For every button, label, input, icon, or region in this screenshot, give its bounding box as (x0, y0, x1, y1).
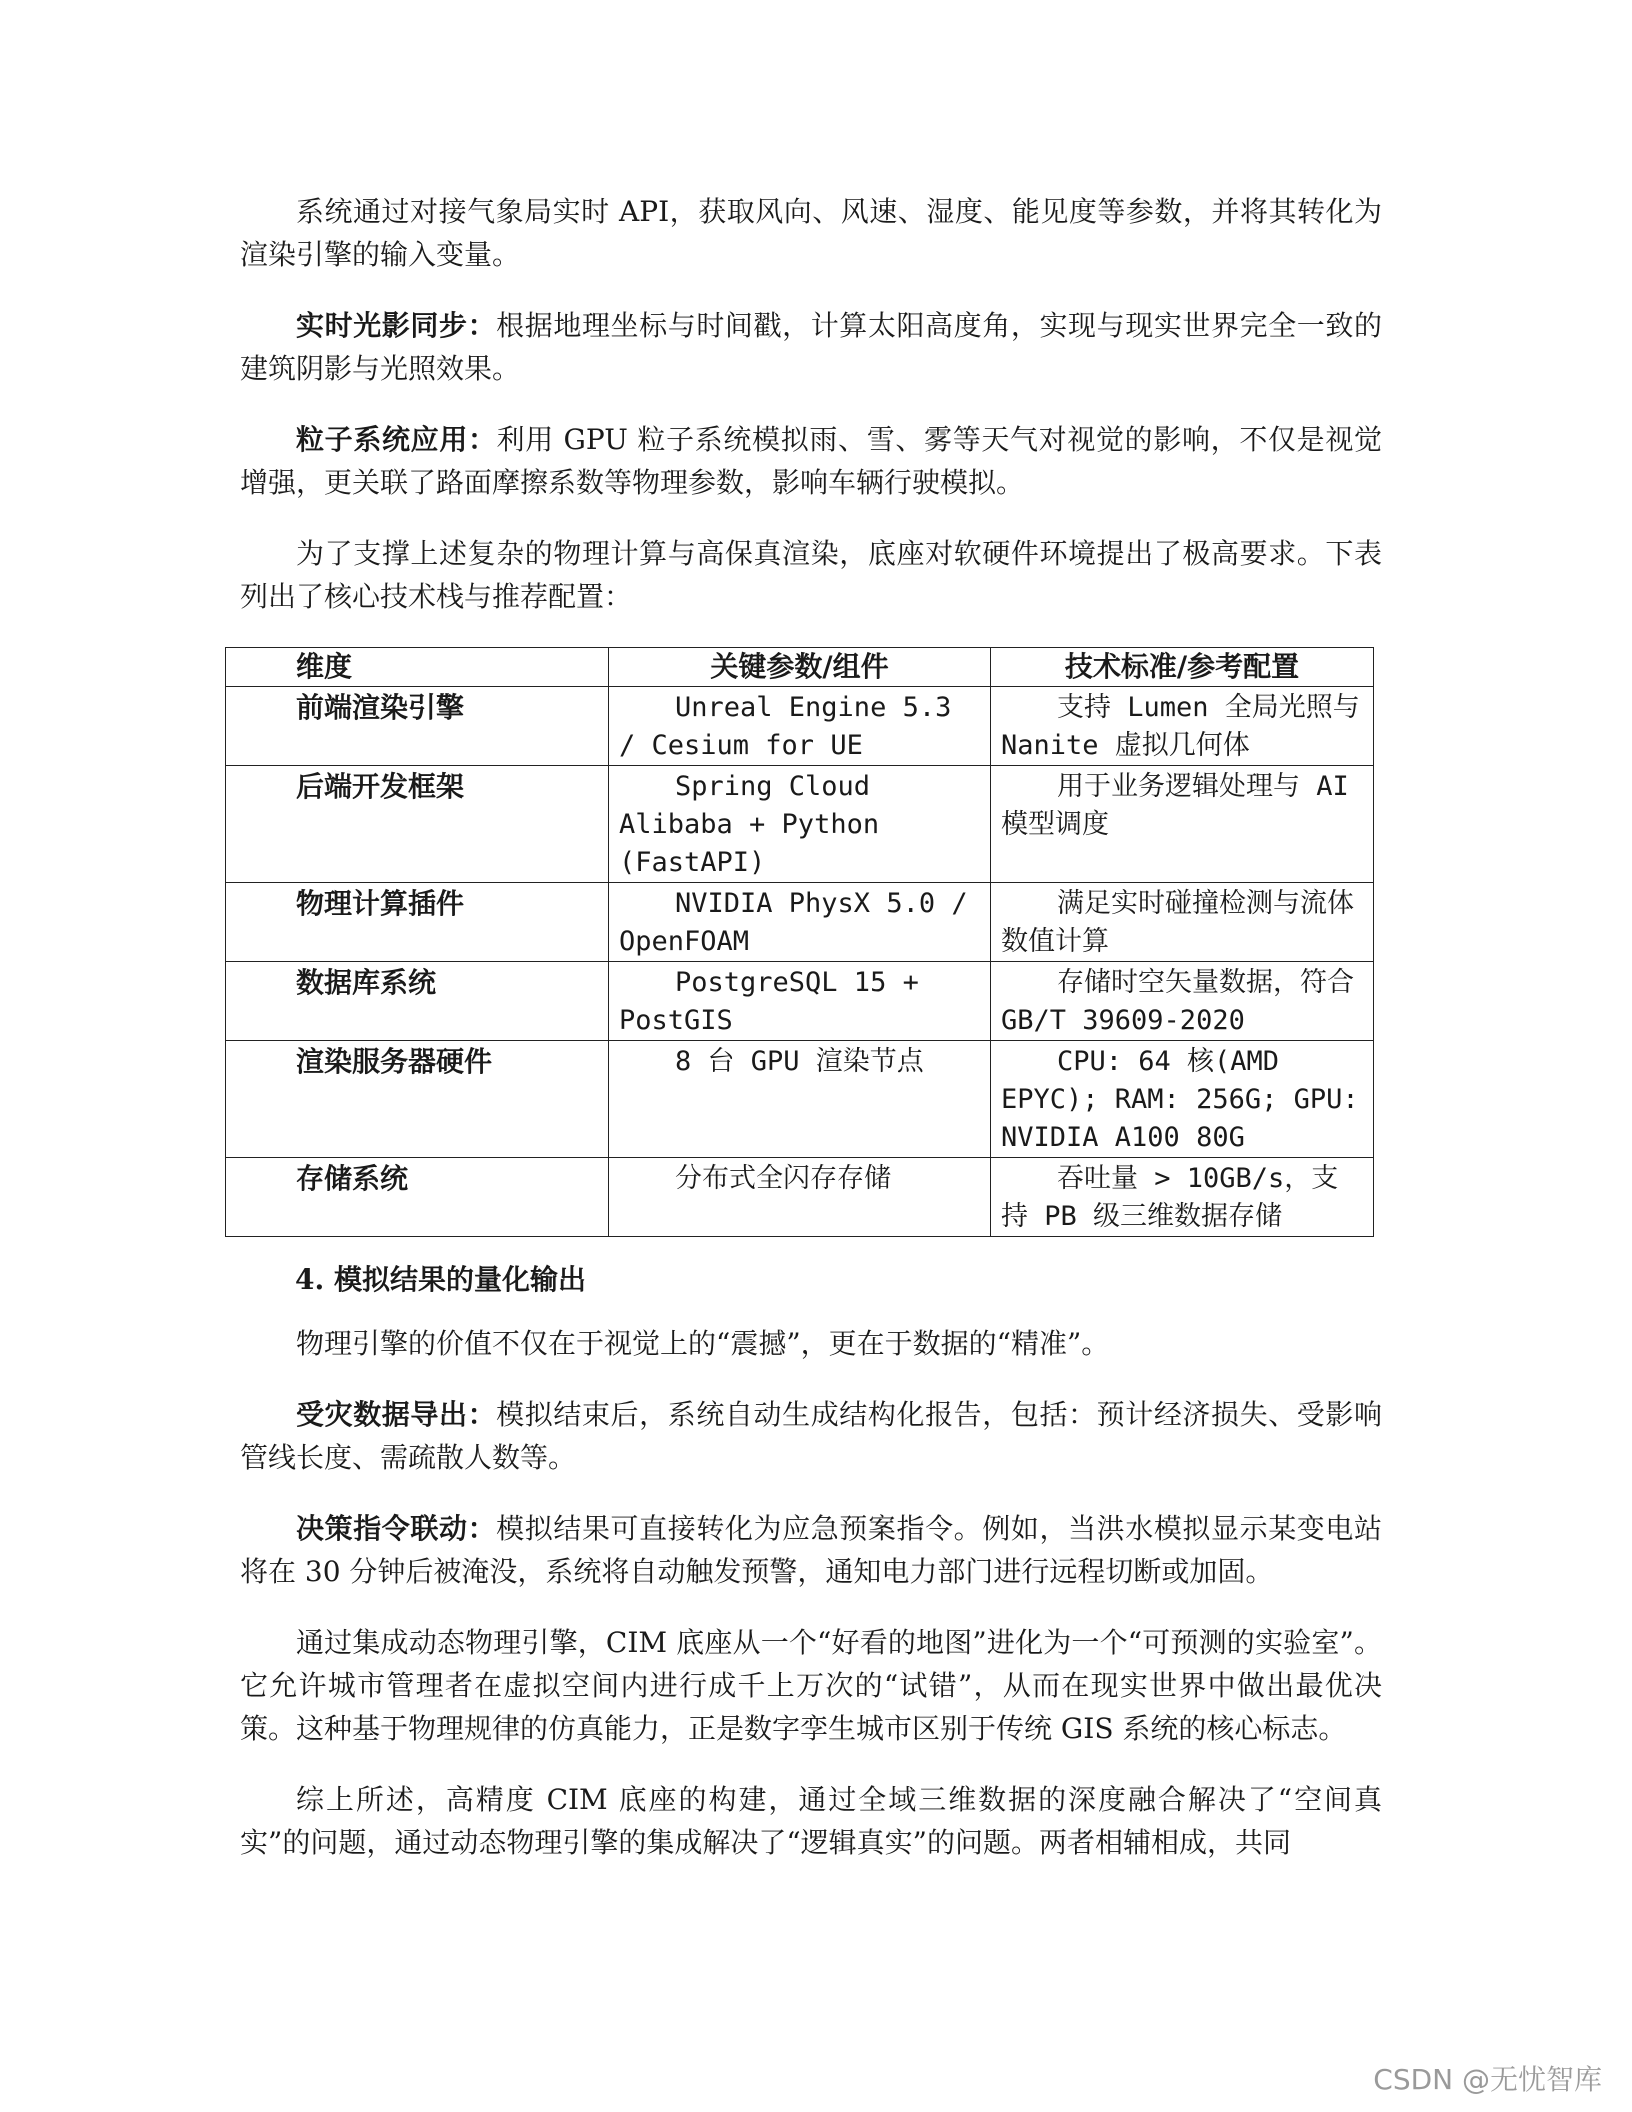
cell-dimension: 存储系统 (226, 1158, 609, 1237)
table-row (226, 766, 1374, 883)
cell-standard: 用于业务逻辑处理与 AI 模型调度 (991, 766, 1374, 883)
header-standard: 技术标准/参考配置 (991, 648, 1374, 687)
table-row (226, 1041, 1374, 1158)
paragraph-text: 系统通过对接气象局实时 API，获取风向、风速、湿度、能见度等参数，并将其转化为渲染引擎的输入变量。 (240, 195, 1382, 271)
source-watermark: CSDN @无忧智库 (1373, 2063, 1602, 2096)
paragraph-lead: 粒子系统应用： (296, 423, 497, 456)
tech-stack-table (225, 647, 1374, 1237)
paragraph-text: 通过集成动态物理引擎，CIM 底座从一个“好看的地图”进化为一个“可预测的实验室”。它允许城市管理者在虚拟空间内进行成千上万次的“试错”，从而在现实世界中做出最优决策。这种基于物理规律的仿真能力，正是数字孪生城市区别于传统 GIS 系统的核心标志。 (240, 1626, 1382, 1745)
cell-standard: 支持 Lumen 全局光照与 Nanite 虚拟几何体 (991, 687, 1374, 766)
cell-standard: 满足实时碰撞检测与流体数值计算 (991, 883, 1374, 962)
cell-standard: 存储时空矢量数据，符合 GB/T 39609-2020 (991, 962, 1374, 1041)
cell-standard: 吞吐量 > 10GB/s，支持 PB 级三维数据存储 (991, 1158, 1374, 1237)
paragraph-particle-system (240, 418, 1382, 504)
paragraph-text: 利用 GPU 粒子系统模拟雨、雪、雾等天气对视觉的影响，不仅是视觉增强，更关联了路面摩擦系数等物理参数，影响车辆行驶模拟。 (240, 423, 1382, 499)
upper-text-block (240, 190, 1382, 646)
header-component: 关键参数/组件 (609, 648, 991, 687)
paragraph-decision-link (240, 1507, 1382, 1593)
paragraph-table-intro (240, 532, 1382, 618)
paragraph-lead: 受灾数据导出： (296, 1398, 497, 1431)
cell-component: PostgreSQL 15 + PostGIS (609, 962, 991, 1041)
cell-component: NVIDIA PhysX 5.0 / OpenFOAM (609, 883, 991, 962)
paragraph-text: 为了支撑上述复杂的物理计算与高保真渲染，底座对软硬件环境提出了极高要求。下表列出了核心技术栈与推荐配置： (240, 537, 1382, 613)
table-row (226, 1158, 1374, 1237)
paragraph-cim-evolution (240, 1621, 1382, 1750)
cell-component: 8 台 GPU 渲染节点 (609, 1041, 991, 1158)
section-heading: 4. 模拟结果的量化输出 (295, 1263, 586, 1296)
paragraph-text: 模拟结束后，系统自动生成结构化报告，包括：预计经济损失、受影响管线长度、需疏散人数等。 (240, 1398, 1382, 1474)
tech-stack-table-container (225, 647, 1373, 1237)
cell-dimension: 渲染服务器硬件 (226, 1041, 609, 1158)
paragraph-lead: 实时光影同步： (296, 309, 497, 342)
paragraph-text: 综上所述，高精度 CIM 底座的构建，通过全域三维数据的深度融合解决了“空间真实”的问题，通过动态物理引擎的集成解决了“逻辑真实”的问题。两者相辅相成，共同 (240, 1783, 1382, 1859)
cell-dimension: 后端开发框架 (226, 766, 609, 883)
cell-component: Unreal Engine 5.3 / Cesium for UE (609, 687, 991, 766)
paragraph-text: 根据地理坐标与时间戳，计算太阳高度角，实现与现实世界完全一致的建筑阴影与光照效果。 (240, 309, 1382, 385)
cell-dimension: 数据库系统 (226, 962, 609, 1041)
paragraph-disaster-export (240, 1393, 1382, 1479)
cell-component: 分布式全闪存存储 (609, 1158, 991, 1237)
table-header-row (226, 648, 1374, 687)
paragraph-summary (240, 1778, 1382, 1864)
lower-text-block (240, 1322, 1382, 1892)
cell-component: Spring Cloud Alibaba + Python (FastAPI) (609, 766, 991, 883)
paragraph-lead: 决策指令联动： (296, 1512, 497, 1545)
header-dimension: 维度 (226, 648, 609, 687)
table-row (226, 883, 1374, 962)
paragraph-weather-api (240, 190, 1382, 276)
cell-dimension: 前端渲染引擎 (226, 687, 609, 766)
paragraph-light-sync (240, 304, 1382, 390)
cell-standard: CPU: 64 核(AMD EPYC); RAM: 256G; GPU: NVIDIA A100 80G (991, 1041, 1374, 1158)
cell-dimension: 物理计算插件 (226, 883, 609, 962)
paragraph-text: 物理引擎的价值不仅在于视觉上的“震撼”，更在于数据的“精准”。 (296, 1327, 1110, 1360)
paragraph-text: 模拟结果可直接转化为应急预案指令。例如，当洪水模拟显示某变电站将在 30 分钟后被淹没，系统将自动触发预警，通知电力部门进行远程切断或加固。 (240, 1512, 1382, 1588)
table-row (226, 962, 1374, 1041)
paragraph-engine-value (240, 1322, 1382, 1365)
table-row (226, 687, 1374, 766)
